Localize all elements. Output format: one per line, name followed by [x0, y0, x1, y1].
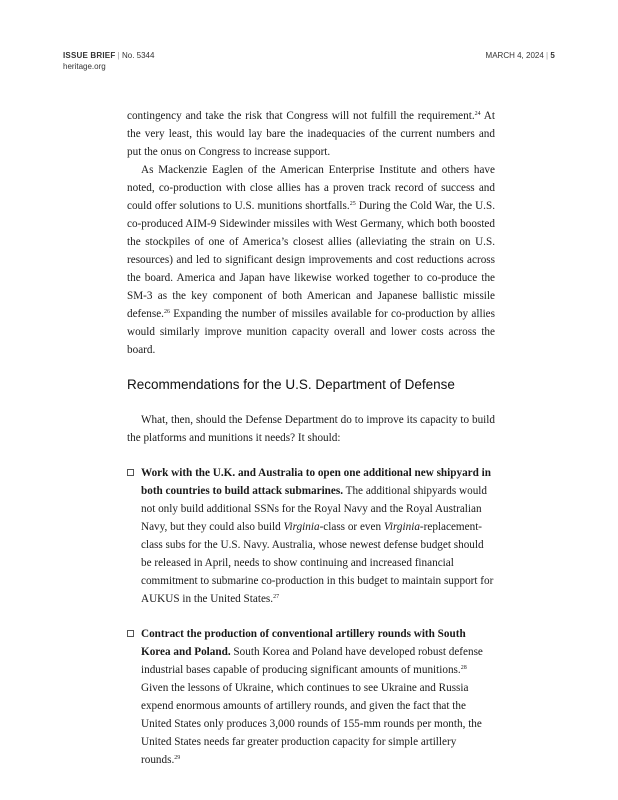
- page-number: 5: [550, 51, 555, 60]
- header-left: ISSUE BRIEF | No. 5344 heritage.org: [63, 51, 155, 71]
- article-body: [127, 107, 495, 786]
- checkbox-bullet-icon: [127, 630, 134, 637]
- paragraph-1: contingency and take the risk that Congress will not fulfill the requirement.$^{24}$ At the very least, this would lay bare the inadequacies of the current numbers and put the onus on Congress to increase support.: [127, 110, 495, 158]
- brief-label: ISSUE BRIEF: [63, 51, 116, 60]
- site-url: heritage.org: [63, 62, 106, 71]
- issue-date: MARCH 4, 2024: [485, 51, 544, 60]
- header-right: MARCH 4, 2024 | 5: [485, 51, 555, 60]
- footnote-ref[interactable]: 24: [474, 111, 481, 117]
- recommendation-title: Contract the production of conventional artillery rounds with South Korea and Poland.: [141, 628, 466, 658]
- paragraph-2: As Mackenzie Eaglen of the American Enterprise Institute and others have noted, co-production with close allies has a proven track record of success and could offer solutions to U.S. munitions shortfalls.$^{25}$ During the Cold War, the U.S. co-produced AIM-9 Sidewinder missiles with West Germany, which both boosted the stockpiles of one of America’s closest allies (alleviating the strain on U.S. resources) and led to significant design improvements and cost reductions across the board. America and Japan have likewise worked together to co-produce the SM-3 as the key component of both American and Japanese ballistic missile defense.$^{26}$ Expanding the number of missiles available for co-production by allies would similarly improve munition capacity overall and lower costs across the board.: [127, 164, 495, 356]
- list-item: Contract the production of conventional artillery rounds with South Korea and Poland. South Korea and Poland have developed robust defense industrial bases capable of producing significant amounts of munitions.$^{28}$ Given the lessons of Ukraine, which continues to see Ukraine and Russia expend enormous amounts of artillery rounds, and given the fact that the United States only produces 3,000 rounds of 155-mm rounds per month, the United States needs far greater production capacity for simple artillery rounds.$^{29}$: [127, 625, 495, 769]
- intro-paragraph: What, then, should the Defense Department do to improve its capacity to build the platforms and munitions it needs? It should:: [127, 414, 495, 444]
- footnote-ref[interactable]: 29: [174, 755, 181, 761]
- footnote-ref[interactable]: 27: [273, 594, 280, 600]
- recommendations-list: [127, 464, 495, 769]
- list-item: Work with the U.K. and Australia to open one additional new shipyard in both countries to build attack submarines. The additional shipyards would not only build additional SSNs for the Royal Navy and the Royal Australian Navy, but they could also build Virginia-class or even Virginia-replacement-class subs for the U.S. Navy. Australia, whose newest defense budget should be released in April, needs to show continuing and increased financial commitment to submarine co-production in this budget to maintain support for AUKUS in the United States.$^{27}$: [127, 464, 495, 608]
- footnote-ref[interactable]: 28: [460, 665, 467, 671]
- footnote-ref[interactable]: 25: [349, 201, 356, 207]
- brief-number: No. 5344: [121, 51, 155, 60]
- recommendation-title: Work with the U.K. and Australia to open one additional new shipyard in both countries to build attack submarines.: [141, 467, 491, 497]
- section-heading: Recommendations for the U.S. Department of Defense: [127, 377, 455, 392]
- footnote-ref[interactable]: 26: [163, 309, 170, 315]
- checkbox-bullet-icon: [127, 469, 134, 476]
